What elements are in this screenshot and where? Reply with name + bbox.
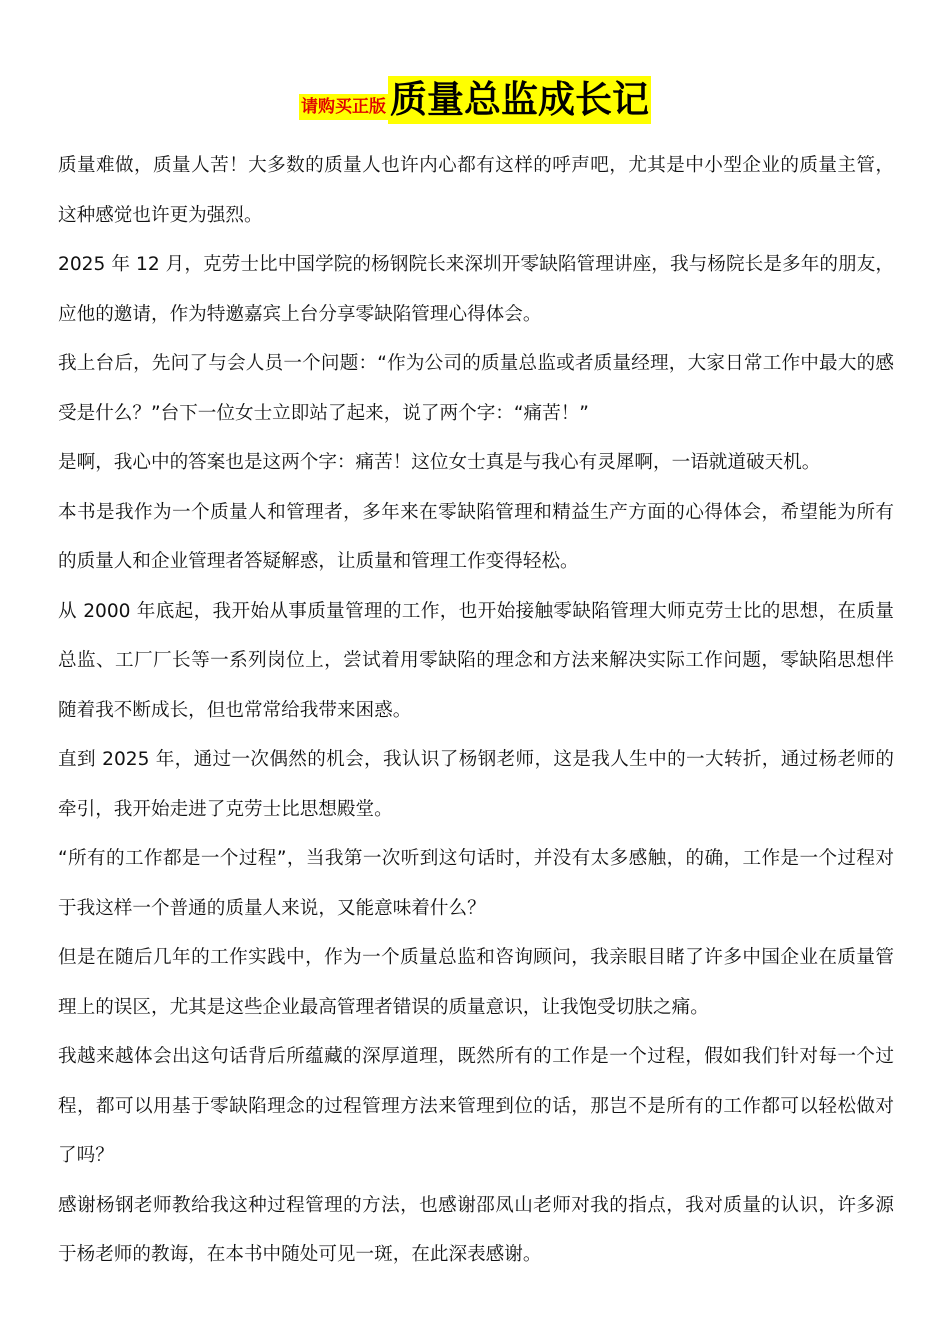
paragraph-9: 但是在随后几年的工作实践中，作为一个质量总监和咨询顾问，我亲眼目睹了许多中国企业在质量管理上的误区，尤其是这些企业最高管理者错误的质量意识，让我饱受切肤之痛。	[58, 947, 894, 1018]
paragraph-6: 从 2000 年底起，我开始从事质量管理的工作，也开始接触零缺陷管理大师克劳士比的思想，在质量总监、工厂厂长等一系列岗位上，尝试着用零缺陷的理念和方法来解决实际工作问题，零缺陷思想伴随着我不断成长，但也常常给我带来困惑。	[58, 600, 894, 721]
paragraph-2: 2025 年 12 月，克劳士比中国学院的杨钢院长来深圳开零缺陷管理讲座，我与杨院长是多年的朋友，应他的邀请，作为特邀嘉宾上台分享零缺陷管理心得体会。	[58, 254, 894, 325]
paragraph-11: 感谢杨钢老师教给我这种过程管理的方法，也感谢邵凤山老师对我的指点，我对质量的认识，许多源于杨老师的教诲，在本书中随处可见一斑，在此深表感谢。	[58, 1194, 894, 1265]
page-title: 质量总监成长记	[388, 76, 651, 124]
paragraph-3: 我上台后，先问了与会人员一个问题：“作为公司的质量总监或者质量经理，大家日常工作中最大的感受是什么？”台下一位女士立即站了起来，说了两个字：“痛苦！”	[58, 353, 894, 424]
paragraph-8: “所有的工作都是一个过程”，当我第一次听到这句话时，并没有太多感触，的确，工作是一个过程对于我这样一个普通的质量人来说，又能意味着什么？	[58, 848, 894, 919]
paragraph-10: 我越来越体会出这句话背后所蕴藏的深厚道理，既然所有的工作是一个过程，假如我们针对每一个过程，都可以用基于零缺陷理念的过程管理方法来管理到位的话，那岂不是所有的工作都可以轻松做对了吗？	[58, 1046, 894, 1166]
paragraph-7: 直到 2025 年，通过一次偶然的机会，我认识了杨钢老师，这是我人生中的一大转折，通过杨老师的牵引，我开始走进了克劳士比思想殿堂。	[58, 749, 894, 820]
body-text	[58, 141, 894, 1280]
buy-genuine-tag: 请购买正版	[299, 94, 388, 120]
title-row	[0, 76, 950, 124]
paragraph-1: 质量难做，质量人苦！大多数的质量人也许内心都有这样的呼声吧，尤其是中小型企业的质量主管，这种感觉也许更为强烈。	[58, 155, 894, 226]
paragraph-4: 是啊，我心中的答案也是这两个字：痛苦！这位女士真是与我心有灵犀啊，一语就道破天机。	[58, 452, 821, 473]
paragraph-5: 本书是我作为一个质量人和管理者，多年来在零缺陷管理和精益生产方面的心得体会，希望能为所有的质量人和企业管理者答疑解惑，让质量和管理工作变得轻松。	[58, 501, 894, 572]
